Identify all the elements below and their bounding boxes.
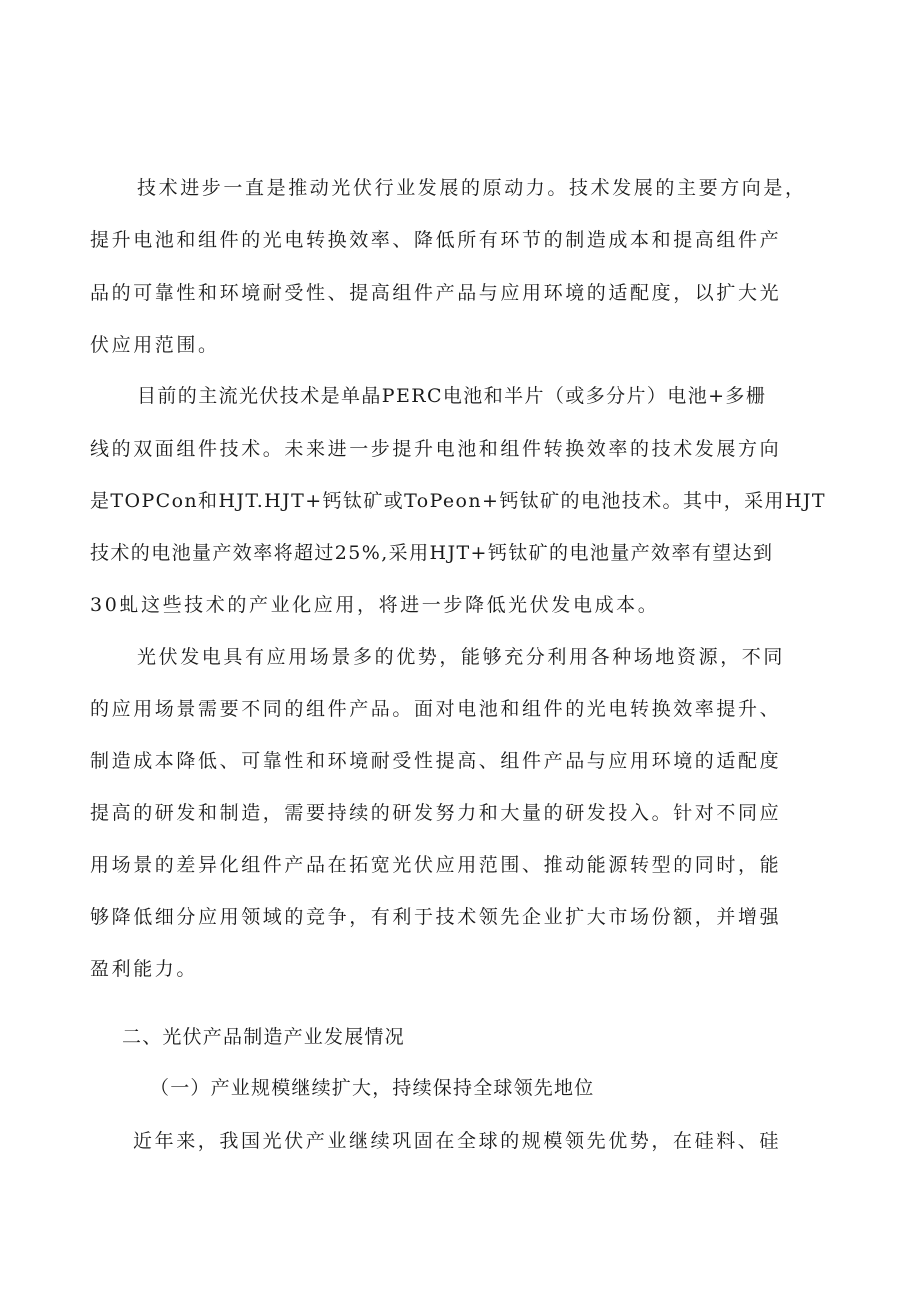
- subsection-heading: （一）产业规模继续扩大，持续保持全球领先地位: [150, 1077, 595, 1099]
- paragraph-line: 用场景的差异化组件产品在拓宽光伏应用范围、推动能源转型的同时，能: [90, 854, 782, 876]
- paragraph-line: 目前的主流光伏技术是单晶PERC电池和半片（或多分片）电池+多栅: [137, 385, 767, 407]
- paragraph-line: 的应用场景需要不同的组件产品。面对电池和组件的光电转换效率提升、: [90, 698, 782, 720]
- paragraph-line: 伏应用范围。: [90, 334, 220, 356]
- paragraph-line: 30虬这些技术的产业化应用，将进一步降低光伏发电成本。: [90, 594, 660, 616]
- section-heading: 二、光伏产品制造产业发展情况: [122, 1026, 405, 1048]
- paragraph-line: 线的双面组件技术。未来进一步提升电池和组件转换效率的技术发展方向: [90, 438, 782, 460]
- paragraph-line: 提升电池和组件的光电转换效率、降低所有环节的制造成本和提高组件产: [90, 229, 782, 251]
- paragraph-line: 够降低细分应用领域的竞争，有利于技术领先企业扩大市场份额，并增强: [90, 906, 782, 928]
- paragraph-line: 制造成本降低、可靠性和环境耐受性提高、组件产品与应用环境的适配度: [90, 750, 782, 772]
- paragraph-line: 盈利能力。: [90, 958, 199, 980]
- paragraph-line: 光伏发电具有应用场景多的优势，能够充分利用各种场地资源，不同: [137, 646, 786, 668]
- paragraph-line: 提高的研发和制造，需要持续的研发努力和大量的研发投入。针对不同应: [90, 802, 782, 824]
- paragraph-line: 近年来，我国光伏产业继续巩固在全球的规模领先优势，在硅料、硅: [133, 1130, 782, 1152]
- paragraph-line: 技术的电池量产效率将超过25%,采用HJT+钙钛矿的电池量产效率有望达到: [90, 542, 774, 564]
- paragraph-line: 是TOPCon和HJT.HJT+钙钛矿或ToPeon+钙钛矿的电池技术。其中，采用HJT: [90, 490, 826, 512]
- paragraph-line: 品的可靠性和环境耐受性、提高组件产品与应用环境的适配度，以扩大光: [90, 282, 782, 304]
- paragraph-line: 技术进步一直是推动光伏行业发展的原动力。技术发展的主要方向是，: [137, 177, 807, 199]
